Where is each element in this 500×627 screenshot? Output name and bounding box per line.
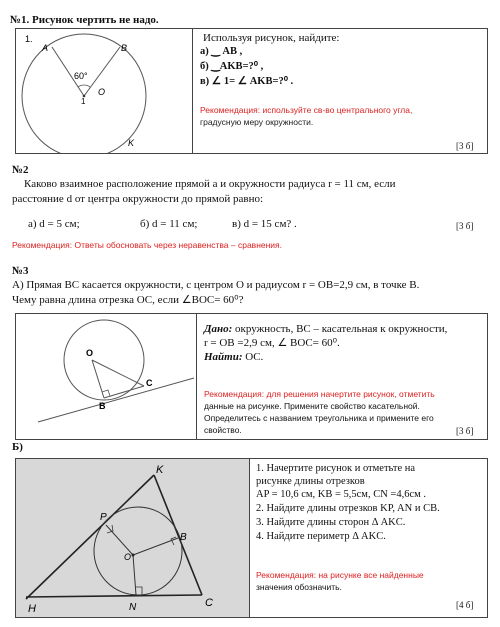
task1-item-a: а) ‿ AB , bbox=[200, 46, 243, 57]
task3-a-line2: Чему равна длина отрезка OC, если ∠BOC= 60⁰? bbox=[12, 294, 244, 306]
fig1-label-A: A bbox=[42, 43, 49, 53]
task3-naiti bbox=[204, 351, 263, 364]
task2-header: №2 bbox=[12, 164, 29, 176]
fig1-label-angle: 60° bbox=[74, 71, 88, 81]
task2-recommendation: Рекомендация: Ответы обосновать через неравенства – сравнения. bbox=[12, 240, 283, 250]
task3-dano-text: окружность, BC – касательная к окружности, bbox=[232, 323, 448, 335]
taskB-line4: 2. Найдите длины отрезков KP, AN и CB. bbox=[256, 503, 440, 514]
task3-header: №3 bbox=[12, 265, 29, 277]
task3-dano bbox=[204, 323, 447, 336]
task3-dano-line2: r = OB =2,9 см, ∠ BOC= 60⁰. bbox=[204, 337, 340, 349]
task3-naiti-text: OC. bbox=[242, 351, 264, 363]
figB-center-dot bbox=[132, 554, 135, 557]
fig3-label-C: C bbox=[146, 378, 153, 388]
taskB-divider bbox=[249, 458, 250, 618]
task3-naiti-label: Найти: bbox=[204, 351, 243, 363]
task2-option-c: в) d = 15 см? . bbox=[232, 218, 297, 230]
task1-figure bbox=[16, 29, 192, 153]
task3-score: [3 б] bbox=[456, 426, 474, 436]
figB-label-O: O bbox=[124, 552, 132, 562]
fig1-label-O: O bbox=[98, 87, 106, 97]
taskB-line2: рисунке длины отрезков bbox=[256, 476, 365, 487]
taskB-line3: AP = 10,6 см, KB = 5,5см, CN =4,6см . bbox=[256, 489, 427, 500]
figB-label-C: C bbox=[205, 597, 213, 609]
task1-score: [3 б] bbox=[456, 141, 474, 151]
task2-question-line1: Каково взаимное расположение прямой a и окружности радиуса r = 11 см, если bbox=[24, 178, 396, 190]
fig3-label-B: B bbox=[99, 401, 106, 411]
task1-item-c: в) ∠ 1= ∠ AKB=?⁰ . bbox=[200, 76, 294, 87]
task2-option-a: а) d = 5 см; bbox=[28, 218, 80, 230]
task3-dano-label: Дано: bbox=[204, 323, 233, 335]
figB-background bbox=[16, 459, 249, 617]
task3-figure bbox=[16, 314, 196, 439]
taskB-score: [4 б] bbox=[456, 600, 474, 610]
fig1-label-K: K bbox=[128, 138, 135, 148]
fig3-segment-OC bbox=[92, 360, 144, 386]
task1-intro: Используя рисунок, найдите: bbox=[203, 32, 340, 44]
fig1-label-B: B bbox=[121, 43, 128, 53]
fig1-circle bbox=[22, 34, 146, 153]
taskB-recommendation-line1: Рекомендация: на рисунке все найденные bbox=[256, 570, 424, 580]
figB-label-N: N bbox=[129, 602, 137, 613]
fig1-label-1: 1 bbox=[81, 97, 86, 106]
task3-recommendation-line1: Рекомендация: для решения начертите рисунок, отметить bbox=[204, 389, 435, 399]
task2-question-line2: расстояние d от центра окружности до прямой равно: bbox=[12, 193, 264, 205]
task3-recommendation-line2: данные на рисунке. Примените свойство касательной. bbox=[204, 401, 420, 411]
taskB-header: Б) bbox=[12, 441, 23, 453]
taskB-line5: 3. Найдите длины сторон Δ AKC. bbox=[256, 517, 406, 528]
task1-item-b: б) ‿AKB=?⁰ , bbox=[200, 61, 264, 72]
task2-option-b: б) d = 11 см; bbox=[140, 218, 198, 230]
fig1-angle-arc bbox=[78, 85, 90, 87]
taskB-figure bbox=[16, 459, 249, 617]
fig3-circle bbox=[64, 320, 144, 400]
task1-divider bbox=[192, 28, 193, 154]
figB-label-B: B bbox=[180, 532, 187, 543]
fig3-segment-BC bbox=[104, 386, 144, 398]
taskB-line6: 4. Найдите периметр Δ AKC. bbox=[256, 531, 386, 542]
fig3-tangent-line bbox=[38, 378, 194, 422]
task1-header: №1. Рисунок чертить не надо. bbox=[10, 14, 159, 26]
task1-recommendation-line2: градусную меру окружности. bbox=[200, 117, 314, 127]
task3-recommendation-line3: Определитесь с названием треугольника и примените его bbox=[204, 413, 434, 423]
taskB-line1: 1. Начертите рисунок и отметьте на bbox=[256, 463, 416, 474]
figB-label-K: K bbox=[156, 464, 164, 476]
taskB-recommendation-line2: значения обозначить. bbox=[256, 582, 342, 592]
task1-recommendation-line1: Рекомендация: используйте св-во центрального угла, bbox=[200, 105, 413, 115]
fig1-number: 1. bbox=[25, 34, 33, 44]
task3-a-line1: А) Прямая BC касается окружности, с центром O и радиусом r = OB=2,9 см, в точке B. bbox=[12, 279, 420, 291]
task3-divider bbox=[196, 313, 197, 440]
task3-recommendation-line4: свойство. bbox=[204, 425, 242, 435]
task2-score: [3 б] bbox=[456, 221, 474, 231]
figB-label-H: H bbox=[28, 603, 36, 615]
figB-label-P: P bbox=[100, 512, 107, 523]
fig3-label-O: O bbox=[86, 348, 94, 358]
